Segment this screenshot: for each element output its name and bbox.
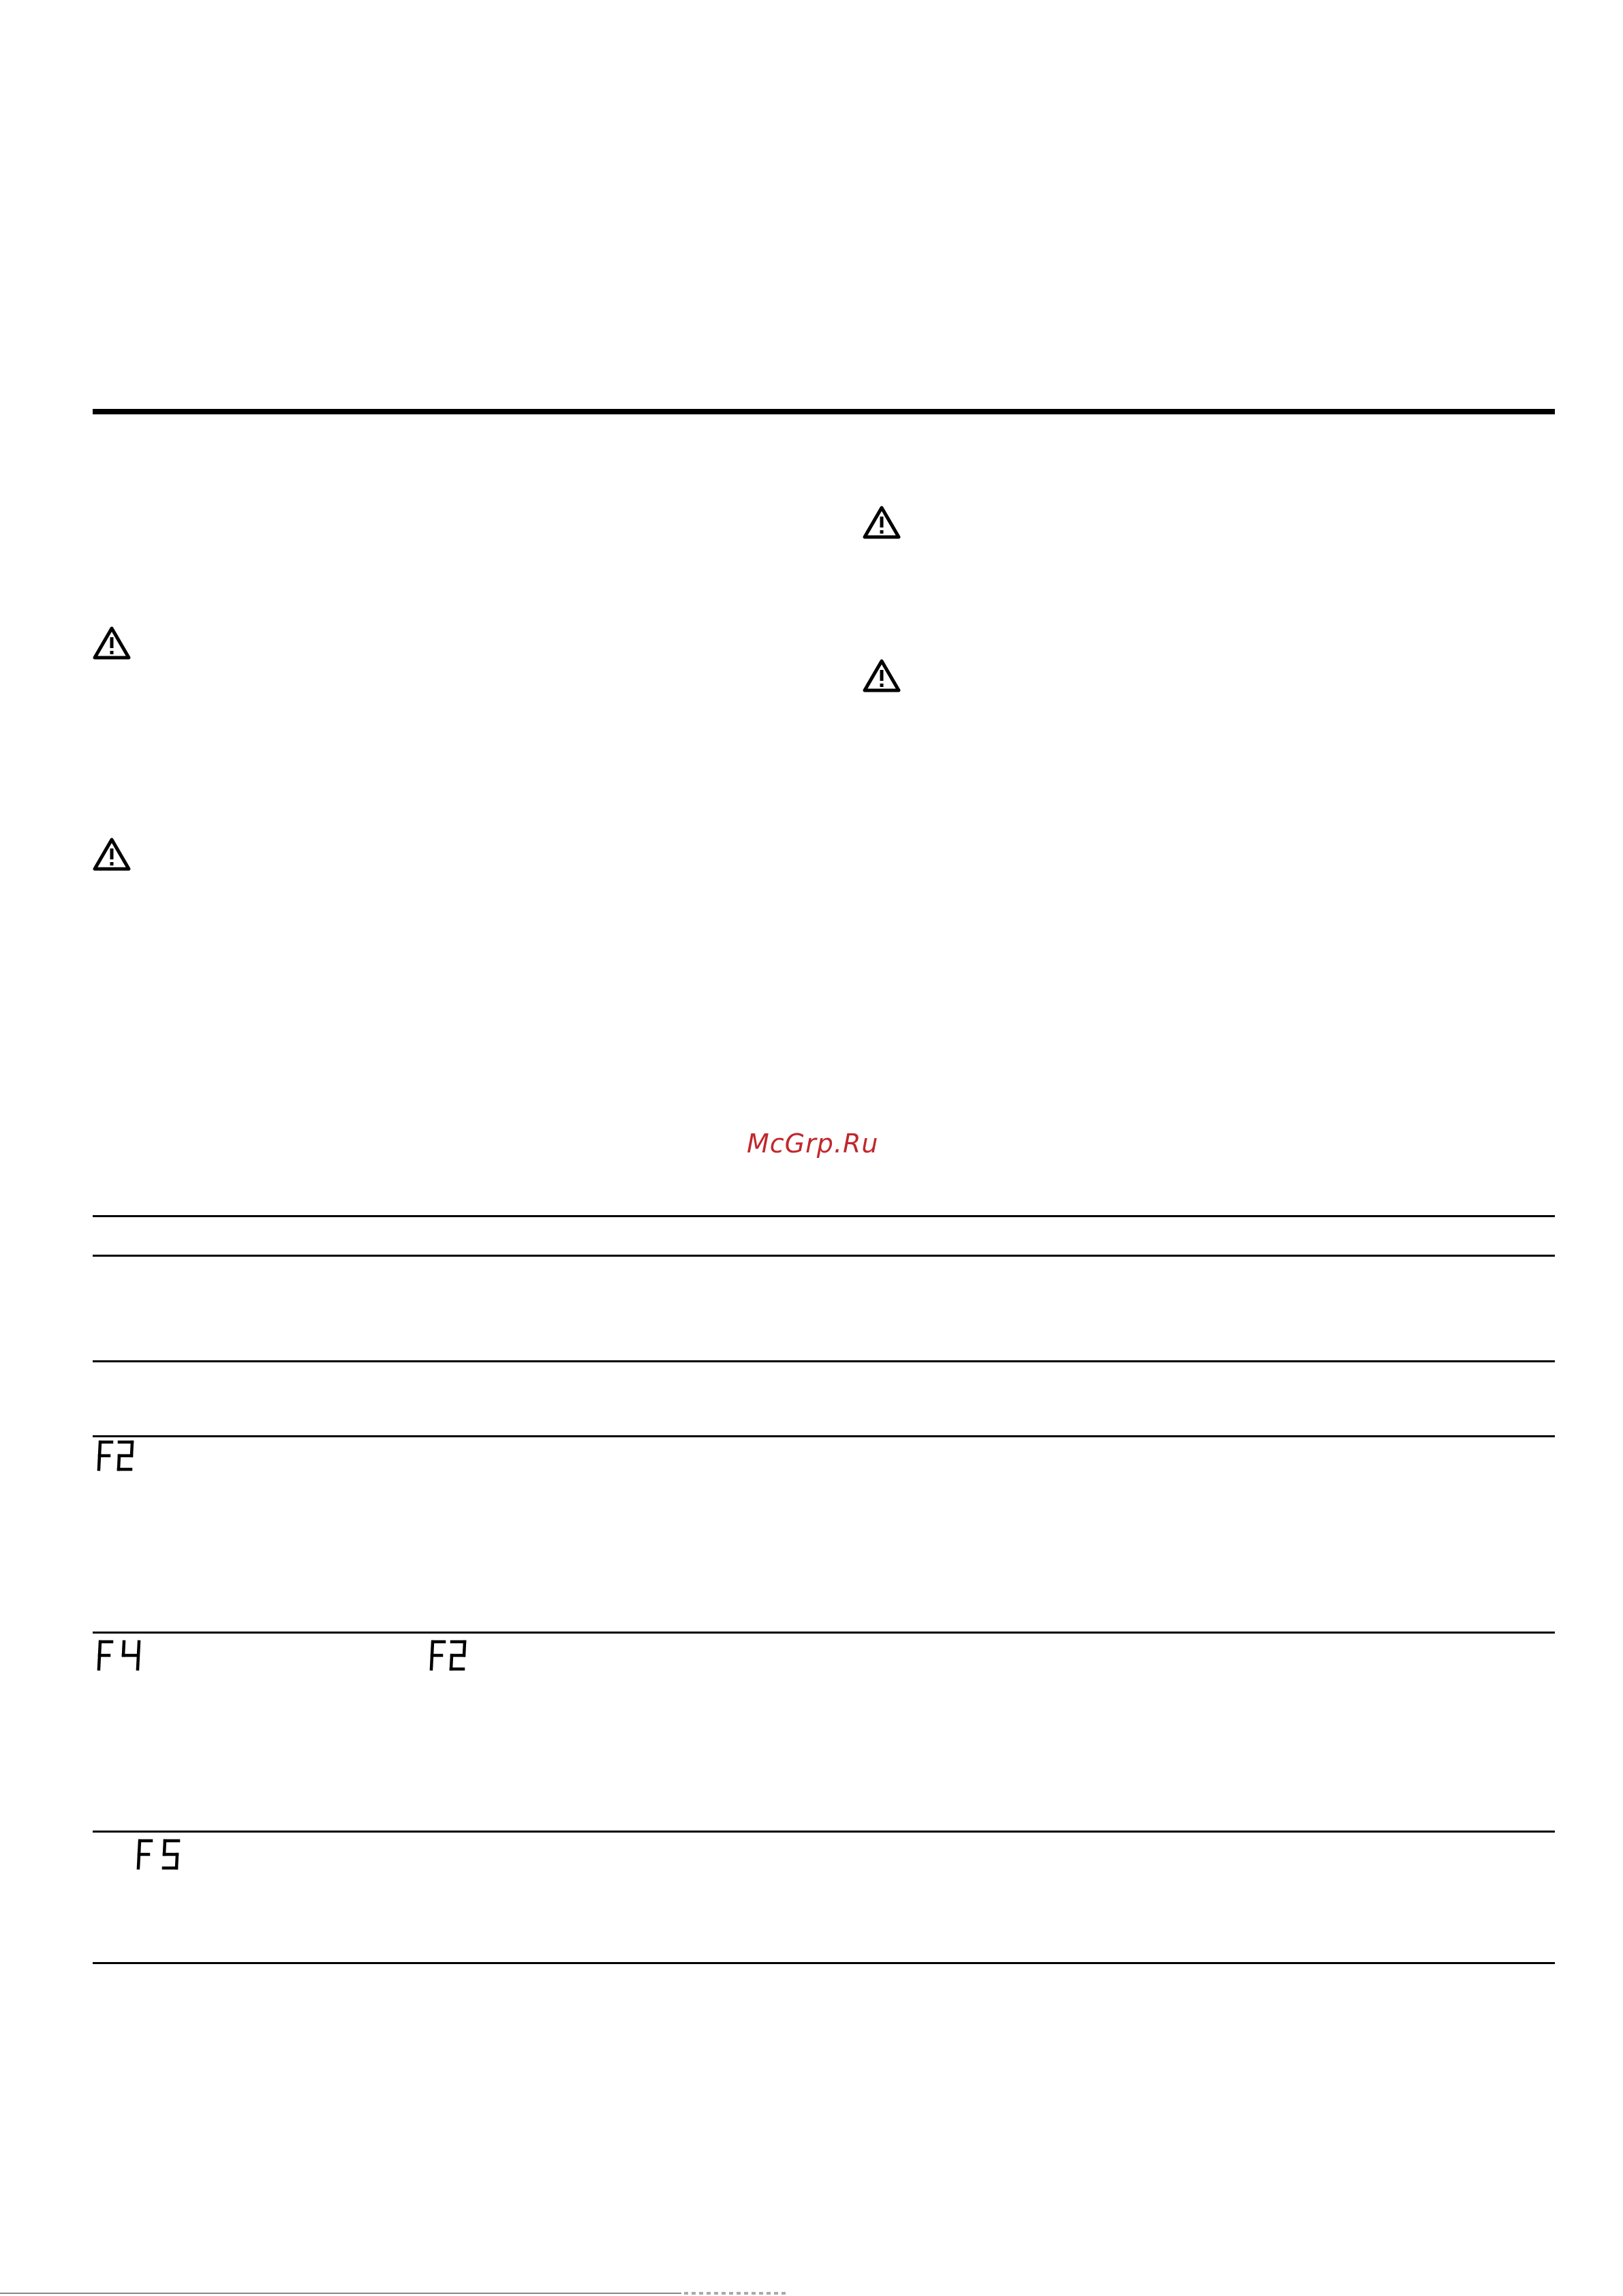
table-row-rule [93,1632,1555,1634]
table-row-rule [93,1360,1555,1362]
warning-triangle-icon [93,837,131,871]
table-bottom-rule [93,1962,1555,1964]
error-code-f2-related-label: F2 [429,1639,431,1640]
header-rule [93,409,1555,414]
error-code-f4-label: F4 [97,1639,98,1640]
error-code-f2-label: F2 [97,1439,98,1440]
table-header-rule [93,1255,1555,1257]
table-row-rule [93,1435,1555,1437]
error-code-f2 [97,1439,138,1472]
footer-dots [684,2292,786,2295]
table-top-rule [93,1215,1555,1217]
watermark-text: McGrp.Ru [747,1129,879,1159]
warning-triangle-icon [93,626,131,660]
error-code-f2-related [429,1639,470,1672]
table-row-rule [93,1831,1555,1833]
warning-triangle-icon [863,505,901,539]
warning-triangle-icon [863,658,901,692]
error-code-f5-label: F5 [136,1838,138,1839]
error-code-f4 [97,1639,144,1672]
footer-line [0,2293,681,2294]
error-code-f5 [136,1838,184,1871]
